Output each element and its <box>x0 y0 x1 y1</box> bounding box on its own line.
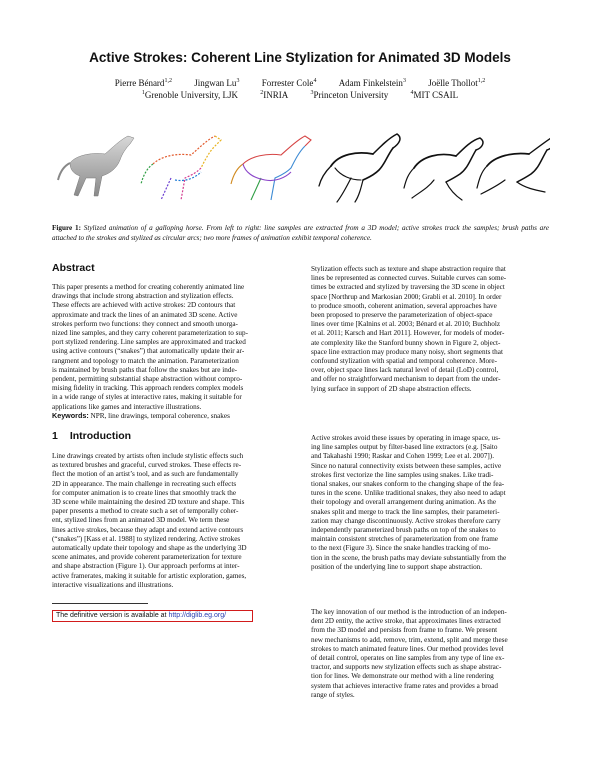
right-column-paragraph-3: The key innovation of our method is the introduction of an indepen- dent 2D entity, the active stroke, that approximates lines extracted from the 3D model and persists from frame to frame. We present new mechanisms to add, remove, trim, extend, split and merge these strokes to match animated feature lines. Our method provides level of detail control, operates on line samples from any type of line ex- tractor, and supports new stylization effects such as shape abstrac- tion for lines. We demonstrate our method with a line rendering system that achieves interactive frame rates and provides a broad range of styles. <box>311 608 508 699</box>
affiliation: $^4$MIT CSAIL <box>410 90 459 100</box>
author: Jingwan Lu$^3$ <box>194 78 240 88</box>
author: Forrester Cole$^4$ <box>261 78 317 88</box>
figure-label: Figure 1: <box>52 224 81 232</box>
right-column-paragraph-1: Stylization effects such as texture and shape abstraction require that lines be represented as connected curves. Suitable curves can some- times be extracted and stylized by traversing the 3D scene in object space [Northrup and Markosian 2000; Grabli et al. 2010]. In order to produce smooth, coherent animation, several approaches have been proposed to preserve the parameterization of object-space lines over time [Kalnins et al. 2003; Bénard et al. 2010; Buchholz et al. 2011; Karsch and Hart 2011]. However, for models of moder- ate complexity like the Stanford bunny shown in Figure 2, object- space line extraction may produce many noisy, short segments that confound stylization with spatial and temporal coherence. More- over, object space lines lack natural level of detail (LoD) control, and offer no straightforward mechanism to depart from the under- lying surface in support of 2D shape abstraction effects. <box>311 265 507 393</box>
horse-brush-strokes <box>319 134 400 202</box>
affiliation: $^2$INRIA <box>260 90 289 100</box>
horse-active-strokes <box>231 136 311 200</box>
horse-3d-model <box>58 136 134 196</box>
definitive-version-box <box>52 610 253 622</box>
author: Adam Finkelstein$^3$ <box>338 78 406 88</box>
section-number: 1 <box>52 430 58 442</box>
definitive-version-link[interactable]: http://diglib.eg.org/ <box>168 612 227 619</box>
abstract-heading: Abstract <box>52 262 95 274</box>
affiliation-list <box>0 87 600 101</box>
abstract-body: This paper presents a method for creating coherently animated line drawings that include strong abstraction and stylization effects. These effects are achieved with active strokes: 2D contours that approximate and track the lines of an animated 3D scene. Active strokes perform two functions: they connect and smooth unorga- nized line samples, and they carry coherent parameterization to sup- port stylized rendering. Line samples are approximated and tracked using active contours (“snakes”) that automatically update their ar- rangment and topology to match the animation. Parameterization is maintained by brush paths that follow the snakes but are inde- pendent, permitting substantial shape abstraction without compro- mising fidelity in tracking. This approach renders complex models in a wide range of styles at interactive rates, making it suitable for applications like games and interactive illustrations. <box>52 283 248 411</box>
affiliation: $^1$Grenoble University, LJK <box>141 90 239 100</box>
author: Pierre Bénard$^{1,2}$ <box>114 78 172 88</box>
keywords <box>52 411 288 420</box>
section-title: Introduction <box>69 430 132 442</box>
horse-frame-2 <box>404 138 483 200</box>
paper-title: Active Strokes: Coherent Line Stylization for Animated 3D Models <box>89 50 511 65</box>
author: Joëlle Thollot$^{1,2}$ <box>428 78 486 88</box>
intro-heading <box>52 430 131 442</box>
horse-frame-3 <box>477 138 550 194</box>
affiliation: $^3$Princeton University <box>310 90 389 100</box>
teaser-figure <box>50 118 550 218</box>
keywords-label: Keywords: <box>52 411 89 420</box>
footnote-rule <box>52 603 148 604</box>
figure-caption-text: Stylized animation of a galloping horse. From left to right: line samples are extracted from a 3D model; active strokes track the samples; brush paths are attached to the strokes and stylized as circular arcs; two more frames of animation exhibit temporal coherence. <box>52 224 549 242</box>
definitive-version-text: The definitive version is available at <box>56 612 169 619</box>
horse-line-samples <box>141 136 221 200</box>
intro-body: Line drawings created by artists often include stylistic effects such as textured brushes and graceful, curved strokes. These effects re- flect the motion of an artist’s tool, and as such are fundamentally 2D in appearance. The main challenge in recreating such effects for computer animation is to create lines that smoothly track the 3D scene while maintaining the desired 2D texture and shape. This paper presents a method to create such a set of temporally coher- ent, stylized lines from an animated 3D model. We term these lines active strokes, because they adapt and extend active contours (“snakes”) [Kass et al. 1988] to stylized rendering. Active strokes automatically update their topology and shape as the underlying 3D scene animates, and provide coherent parameterization for texture and shape abstraction (Figure 1). Our approach performs at inter- active framerates, making it suitable for artistic exploration, games, interactive visualizations and illustrations. <box>52 452 247 589</box>
figure-caption <box>52 224 549 243</box>
keywords-text: NPR, line drawings, temporal coherence, snakes <box>90 412 230 420</box>
right-column-paragraph-2: Active strokes avoid these issues by operating in image space, us- ing line samples output by filter-based line extractors (e.g. [Saito and Takahashi 1990; Raskar and Cohen 1999; Lee et al. 2007]). Since no natural connectivity exists between these samples, active strokes first vectorize the line samples using snakes. Like tradi- tional snakes, our snakes conform to the changing shape of the fea- tures in the scene. Unlike traditional snakes, they also need to adapt their topology and overall arrangement during animation. As the snakes split and merge to track the line samples, their parameteri- zation may change discontinuously. Active strokes therefore carry independently parameterized brush paths on top of the snakes to maintain consistent stretches of parameterization from one frame to the next (Figure 3). Since the snake handles tracking of mo- tion in the scene, the brush paths may deviate substantially from the position of the underlying line to support shape abstraction. <box>311 434 507 571</box>
